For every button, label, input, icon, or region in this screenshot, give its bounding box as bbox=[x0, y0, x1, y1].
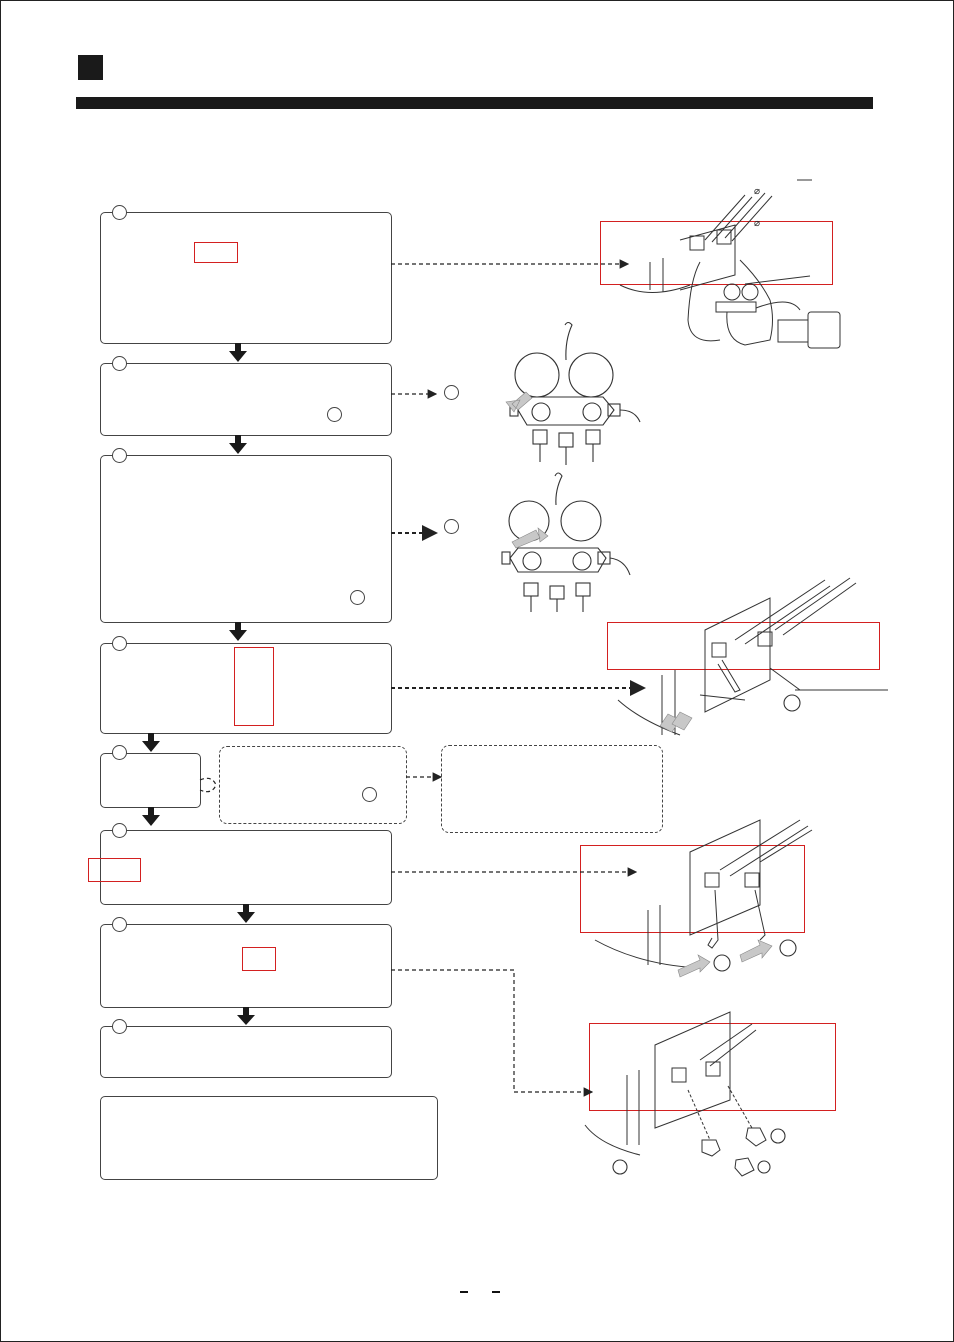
svg-text:⌀: ⌀ bbox=[754, 186, 761, 197]
ref-circle-cap-c bbox=[613, 1160, 627, 1174]
diameter-symbol-icon bbox=[754, 186, 760, 229]
ref-circle-wrench bbox=[784, 695, 800, 711]
valve-cap-icon bbox=[585, 1012, 766, 1176]
page-number bbox=[440, 1282, 520, 1302]
ref-circle-cap-b bbox=[758, 1161, 770, 1173]
svg-text:⌀: ⌀ bbox=[754, 218, 761, 229]
open-valves-diagram bbox=[595, 820, 812, 968]
page-number-dash-left bbox=[460, 1291, 468, 1293]
hex-wrench-valve-diagram bbox=[618, 578, 888, 735]
page-number-dash-right bbox=[492, 1291, 500, 1293]
flow-arrow-down-icon bbox=[142, 343, 255, 1025]
ref-circle-open-a bbox=[714, 955, 730, 971]
close-arrow-icon bbox=[512, 528, 548, 548]
ref-circle-cap-a bbox=[771, 1129, 785, 1143]
ref-circle-open-b bbox=[780, 940, 796, 956]
manifold-gauge-icon bbox=[510, 323, 640, 466]
vacuum-pump-setup-diagram bbox=[620, 180, 840, 348]
